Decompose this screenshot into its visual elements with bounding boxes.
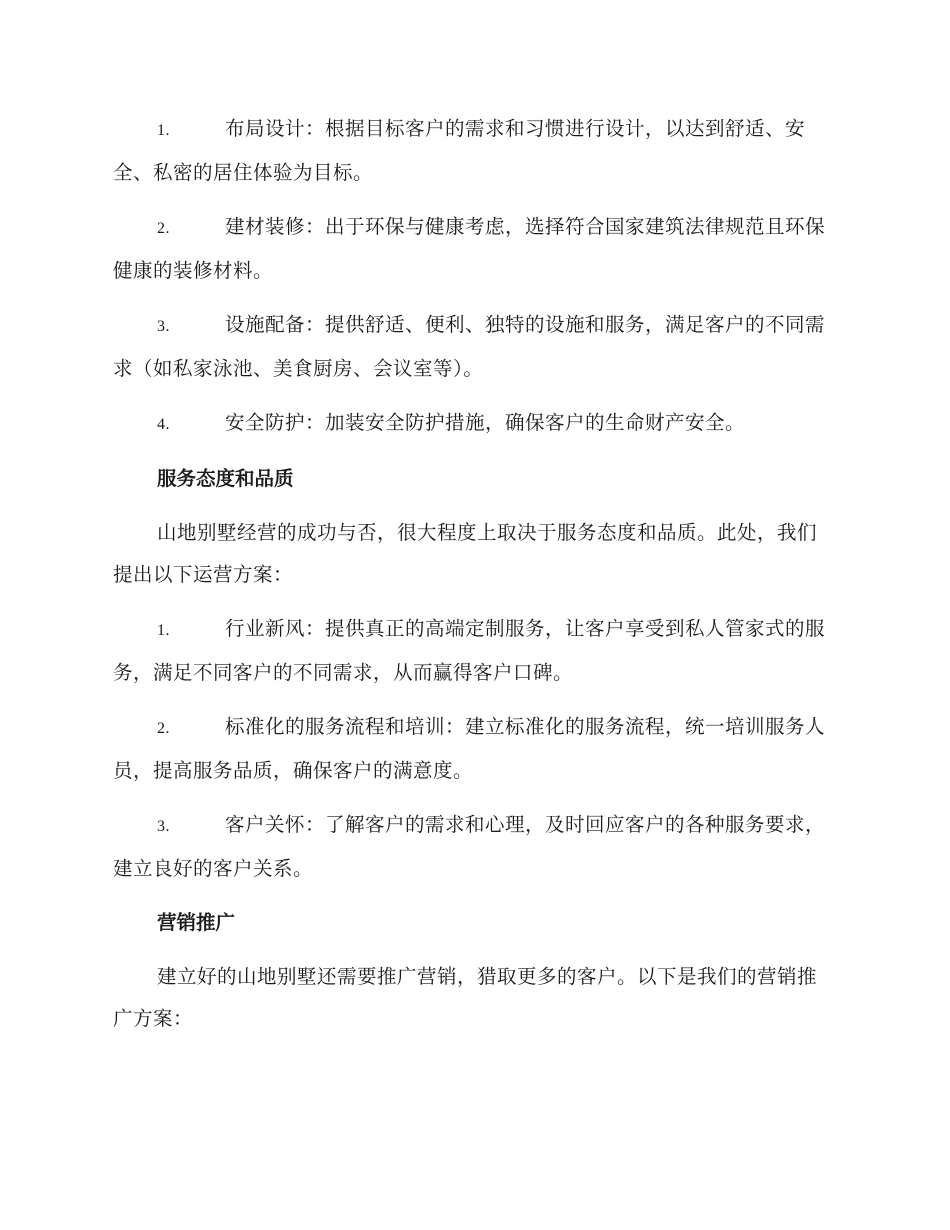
section-intro: 建立好的山地别墅还需要推广营销，猎取更多的客户。以下是我们的营销推广方案： — [113, 965, 818, 1030]
list-text: 客户关怀：了解客户的需求和心理，及时回应客户的各种服务要求，建立良好的客户关系。 — [113, 813, 826, 880]
list-item — [113, 706, 835, 792]
list-number: 2. — [157, 220, 170, 237]
list-number: 3. — [157, 818, 170, 835]
document-page — [113, 108, 835, 1052]
list-text: 布局设计：根据目标客户的需求和习惯进行设计，以达到舒适、安全、私密的居住体验为目标。 — [113, 117, 806, 184]
list-item — [113, 608, 835, 694]
list-text: 标准化的服务流程和培训：建立标准化的服务流程，统一培训服务人员，提高服务品质，确保客户的满意度。 — [113, 715, 826, 782]
list-text: 行业新风：提供真正的高端定制服务，让客户享受到私人管家式的服务，满足不同客户的不同需求，从而赢得客户口碑。 — [113, 617, 826, 684]
list-number: 3. — [157, 318, 170, 335]
list-text: 建材装修：出于环保与健康考虑，选择符合国家建筑法律规范且环保健康的装修材料。 — [113, 215, 826, 282]
list-text: 安全防护：加装安全防护措施，确保客户的生命财产安全。 — [225, 411, 746, 434]
list-item — [113, 402, 835, 446]
list-item — [113, 206, 835, 292]
section-heading: 营销推广 — [157, 911, 236, 934]
section-heading: 服务态度和品质 — [157, 467, 294, 490]
section-intro: 山地别墅经营的成功与否，很大程度上取决于服务态度和品质。此处，我们提出以下运营方案： — [113, 521, 818, 586]
list-item — [113, 804, 835, 890]
list-number: 1. — [157, 622, 170, 639]
list-number: 4. — [157, 416, 170, 433]
list-text: 设施配备：提供舒适、便利、独特的设施和服务，满足客户的不同需求（如私家泳池、美食厨房、会议室等）。 — [113, 313, 826, 380]
list-item — [113, 108, 835, 194]
list-number: 1. — [157, 122, 170, 139]
list-number: 2. — [157, 720, 170, 737]
list-item — [113, 304, 835, 390]
